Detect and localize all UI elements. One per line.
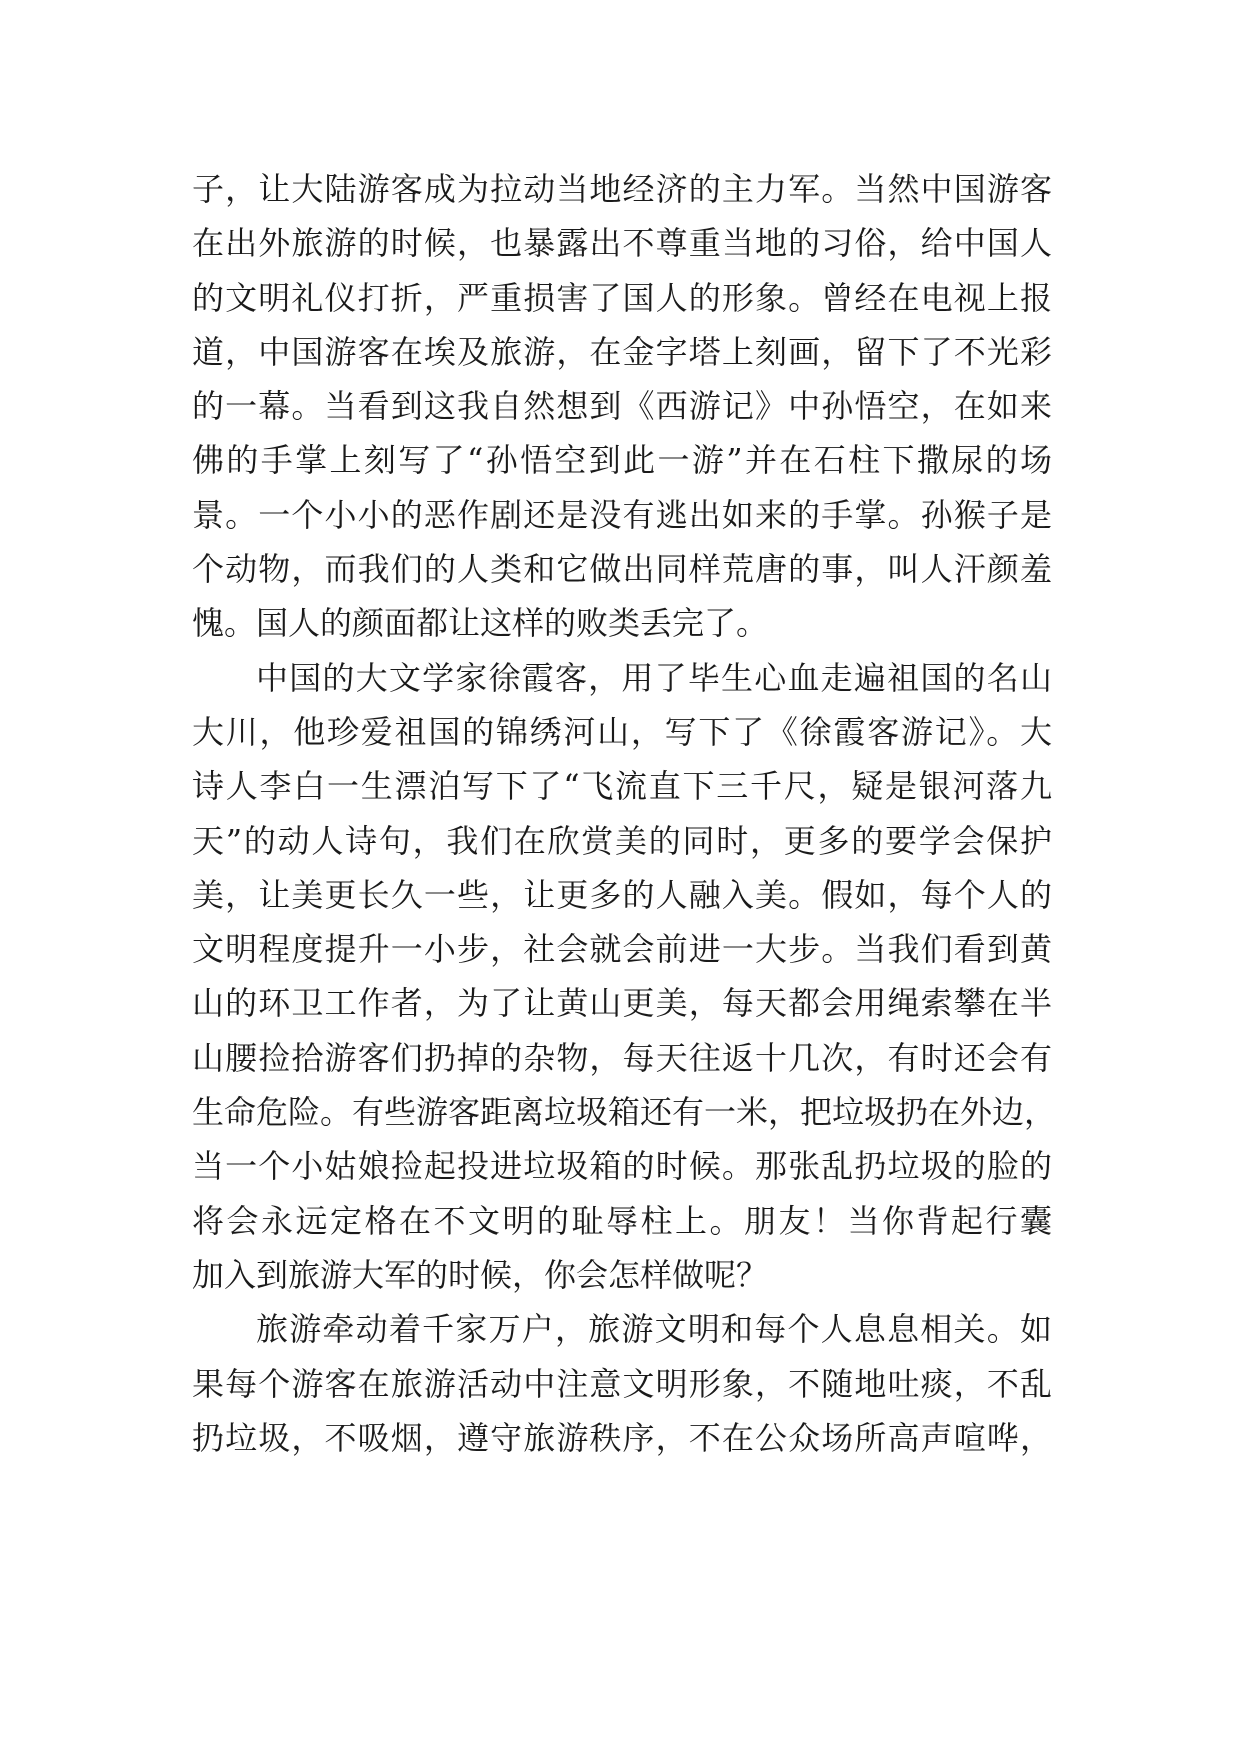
text-line: 旅游牵动着千家万户，旅游文明和每个人息息相关。如 [256,1310,1052,1349]
text-line: 将会永远定格在不文明的耻辱柱上。朋友！当你背起行囊 [192,1201,1052,1240]
text-line: 天”的动人诗句，我们在欣赏美的同时，更多的要学会保护 [192,821,1052,860]
text-line: 诗人李白一生漂泊写下了“飞流直下三千尺，疑是银河落九 [192,767,1052,806]
text-line: 道，中国游客在埃及旅游，在金字塔上刻画，留下了不光彩 [192,332,1052,371]
body-text [192,162,1057,1465]
paragraph-2 [192,651,1057,1303]
text-line: 子，让大陆游客成为拉动当地经济的主力军。当然中国游客 [192,170,1052,208]
text-line: 文明程度提升一小步，社会就会前进一大步。当我们看到黄 [192,930,1052,969]
paragraph-3 [192,1302,1052,1465]
text-line: 在出外旅游的时候，也暴露出不尊重当地的习俗，给中国人 [192,224,1052,263]
text-line: 的一幕。当看到这我自然想到《西游记》中孙悟空，在如来 [192,387,1052,426]
paragraph-1 [192,162,1052,651]
text-line: 山腰捡拾游客们扔掉的杂物，每天往返十几次，有时还会有 [192,1038,1052,1077]
text-line: 的文明礼仪打折，严重损害了国人的形象。曾经在电视上报 [192,278,1052,317]
text-line: 大川，他珍爱祖国的锦绣河山，写下了《徐霞客游记》。大 [192,712,1052,751]
text-line: 生命危险。有些游客距离垃圾箱还有一米，把垃圾扔在外边， [192,1093,1057,1132]
text-line: 美，让美更长久一些，让更多的人融入美。假如，每个人的 [192,875,1052,914]
text-line: 山的环卫工作者，为了让黄山更美，每天都会用绳索攀在半 [192,984,1052,1023]
text-line: 果每个游客在旅游活动中注意文明形象，不随地吐痰，不乱 [192,1364,1052,1403]
text-line: 愧。国人的颜面都让这样的败类丢完了。 [192,604,769,643]
text-line: 个动物，而我们的人类和它做出同样荒唐的事，叫人汗颜羞 [192,550,1052,589]
text-line: 加入到旅游大军的时候，你会怎样做呢？ [192,1255,769,1294]
text-line: 中国的大文学家徐霞客，用了毕生心血走遍祖国的名山 [256,658,1052,697]
text-line: 佛的手掌上刻写了“孙悟空到此一游”并在石柱下撒尿的场 [192,441,1052,480]
text-line: 扔垃圾，不吸烟，遵守旅游秩序，不在公众场所高声喧哗， [192,1418,1052,1457]
text-line: 当一个小姑娘捡起投进垃圾箱的时候。那张乱扔垃圾的脸的 [192,1147,1052,1186]
text-line: 景。一个小小的恶作剧还是没有逃出如来的手掌。孙猴子是 [192,495,1052,534]
